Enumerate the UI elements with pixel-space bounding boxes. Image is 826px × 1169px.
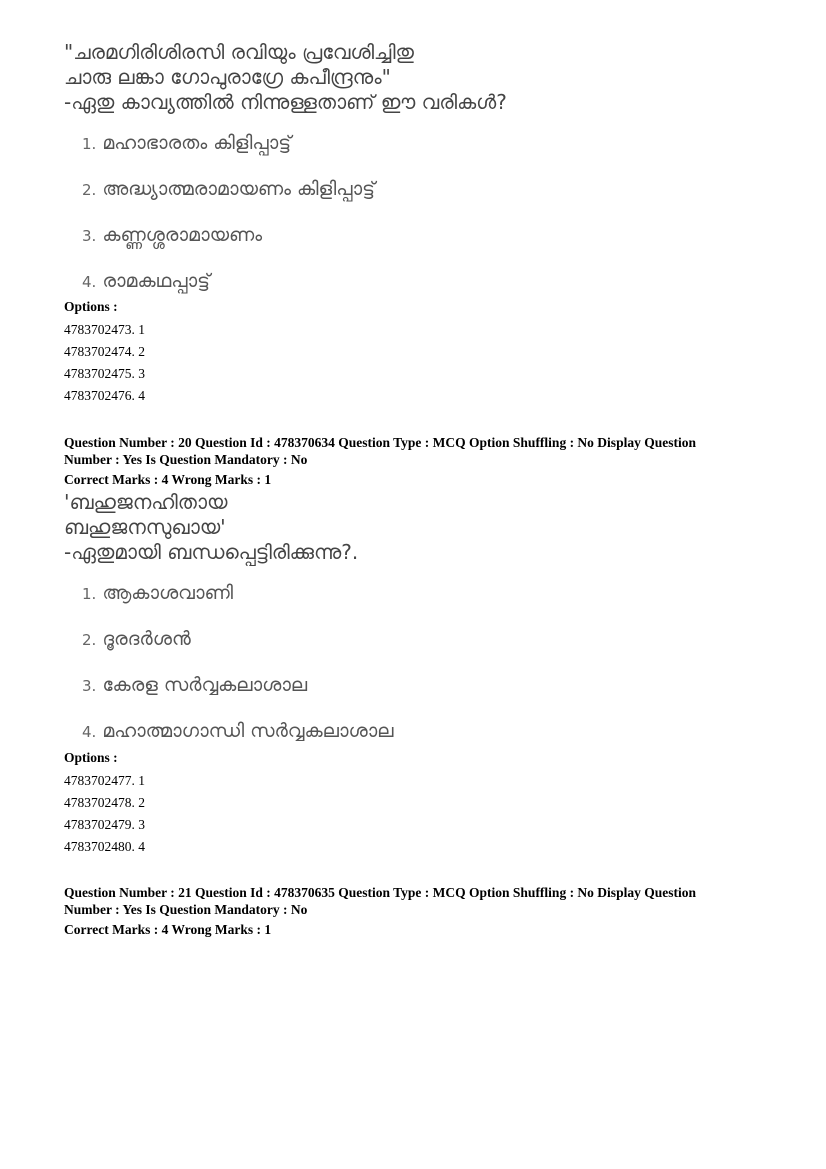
q20-marks: Correct Marks : 4 Wrong Marks : 1 xyxy=(64,472,272,487)
q19-options-label: Options : xyxy=(64,299,118,314)
q20-question-text xyxy=(64,490,358,565)
q19-line-3: -ഏതു കാവ്യത്തിൽ നിന്നുള്ളതാണ് ഈ വരികൾ? xyxy=(64,90,507,114)
q19-options xyxy=(64,298,145,407)
q19-line-1: "ചരമഗിരിശിരസി രവിയും പ്രവേശിച്ചിതു xyxy=(64,40,414,64)
q20-option-2: 4783702478. 2 xyxy=(64,795,145,810)
q21-meta xyxy=(64,884,764,938)
q19-choice-4: 4. രാമകഥപ്പാട്ട് xyxy=(82,270,210,292)
q19-option-2: 4783702474. 2 xyxy=(64,344,145,359)
q19-choice-2: 2. അദ്ധ്യാത്മരാമായണം കിളിപ്പാട്ട് xyxy=(82,178,375,200)
q20-choice-2: 2. ദൂരദർശൻ xyxy=(82,628,191,650)
q21-meta-line-1: Question Number : 21 Question Id : 478370635 Question Type : MCQ Option Shuffling : No Display Question xyxy=(64,885,696,900)
q20-option-3: 4783702479. 3 xyxy=(64,817,145,832)
q20-choice-4: 4. മഹാത്മാഗാന്ധി സർവ്വകലാശാല xyxy=(82,720,394,742)
q19-question-text xyxy=(64,40,507,115)
q20-options-label: Options : xyxy=(64,750,118,765)
q20-line-2: ബഹുജനസുഖായ' xyxy=(64,515,226,539)
q19-choice-1: 1. മഹാഭാരതം കിളിപ്പാട്ട് xyxy=(82,132,292,154)
q20-options xyxy=(64,749,145,858)
q20-option-1: 4783702477. 1 xyxy=(64,773,145,788)
q20-option-4: 4783702480. 4 xyxy=(64,839,145,854)
q20-choice-1: 1. ആകാശവാണി xyxy=(82,582,233,604)
q20-meta-line-1: Question Number : 20 Question Id : 478370634 Question Type : MCQ Option Shuffling : No Display Question xyxy=(64,435,696,450)
q20-line-1: 'ബഹുജനഹിതായ xyxy=(64,490,228,514)
q20-line-3: -ഏതുമായി ബന്ധപ്പെട്ടിരിക്കുന്നു?. xyxy=(64,540,359,564)
q21-marks: Correct Marks : 4 Wrong Marks : 1 xyxy=(64,922,272,937)
q20-choices xyxy=(82,582,394,766)
q19-option-4: 4783702476. 4 xyxy=(64,388,145,403)
q21-meta-line-2: Number : Yes Is Question Mandatory : No xyxy=(64,902,308,917)
q19-choice-3: 3. കണ്ണശ്ശരാമായണം xyxy=(82,224,263,246)
q20-choice-3: 3. കേരള സർവ്വകലാശാല xyxy=(82,674,308,696)
q19-choices xyxy=(82,132,375,316)
q19-option-3: 4783702475. 3 xyxy=(64,366,145,381)
q19-line-2: ചാരു ലങ്കാ ഗോപുരാഗ്രേ കപീന്ദ്രനും" xyxy=(64,65,391,89)
q19-option-1: 4783702473. 1 xyxy=(64,322,145,337)
q20-meta-line-2: Number : Yes Is Question Mandatory : No xyxy=(64,452,308,467)
q20-meta xyxy=(64,434,764,488)
